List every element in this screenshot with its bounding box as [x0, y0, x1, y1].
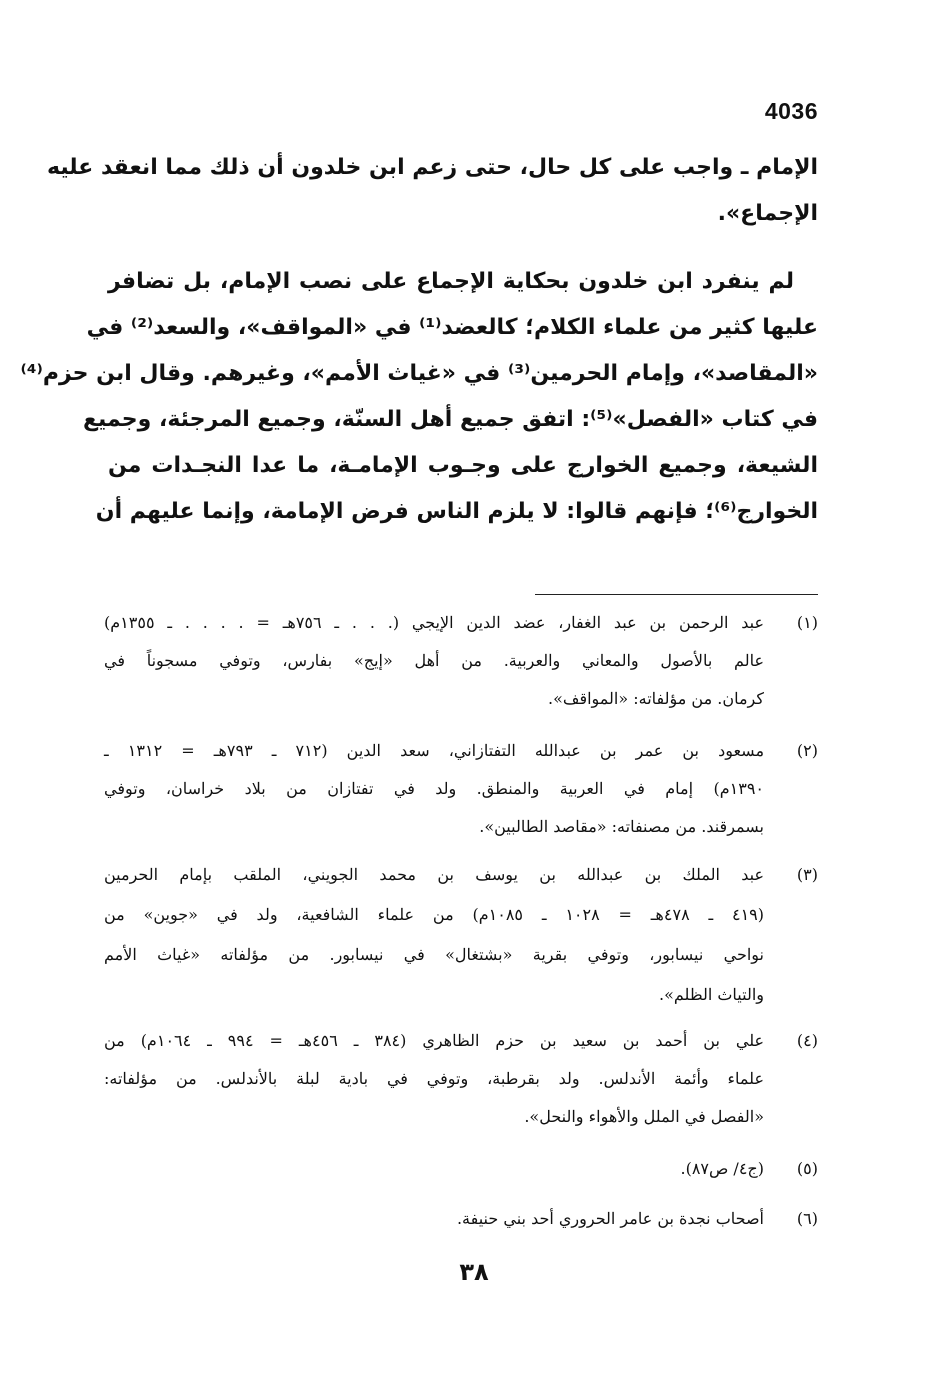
text-line: «المقاصد»، وإمام الحرمين⁽³⁾ في «غياث الأمم»، وغيرهم. وقال ابن حزم⁽⁴⁾ — [20, 361, 818, 386]
text-line: عليها كثير من علماء الكلام؛ كالعضد⁽¹⁾ في «المواقف»، والسعد⁽²⁾ في — [86, 315, 818, 340]
footnote-line: كرمان. من مؤلفاته: «المواقف». — [548, 689, 764, 708]
text-line: الإمام ـ واجب على كل حال، حتى زعم ابن خلدون أن ذلك مما انعقد عليه — [46, 155, 818, 180]
footnote-number: (٥) — [796, 1159, 818, 1178]
text-line: الخوارج⁽⁶⁾؛ فإنهم قالوا: لا يلزم الناس فرض الإمامة، وإنما عليهم أن — [95, 499, 818, 524]
text-line: في كتاب «الفصل»⁽⁵⁾: اتفق جميع أهل السنّة، وجميع المرجئة، وجميع — [83, 407, 818, 432]
page-number: ٣٨ — [459, 1258, 489, 1286]
footnote-line: عبد الرحمن بن عبد الغفار، عضد الدين الإيجي (. . . ـ ٧٥٦هـ = . . . . ـ ١٣٥٥م) — [104, 613, 765, 632]
footnote-line: علماء وأئمة الأندلس. ولد بقرطبة، وتوفي في بادية لبلة بالأندلس. من مؤلفاته: — [104, 1069, 764, 1088]
footnote-line: عالم بالأصول والمعاني والعربية. من أهل «إيج» بفارس، وتوفي مسجوناً في — [104, 651, 764, 670]
footnote-line: والتياث الظلم». — [659, 985, 764, 1004]
text-line: الشيعة، وجميع الخوارج على وجـوب الإمامـة، ما عدا النجـدات من — [108, 453, 818, 478]
footnote-line: (ج٤/ ص٨٧). — [680, 1159, 764, 1178]
footnote-line: ١٣٩٠م) إمام في العربية والمنطق. ولد في تفتازان من بلاد خراسان، وتوفي — [104, 779, 764, 798]
footnote-number: (٦) — [796, 1209, 818, 1228]
footnote-line: (٤١٩ ـ ٤٧٨هـ = ١٠٢٨ ـ ١٠٨٥م) من علماء الشافعية، ولد في «جوين» من — [104, 905, 765, 924]
footnote-line: علي بن أحمد بن سعيد بن حزم الظاهري (٣٨٤ ـ ٤٥٦هـ = ٩٩٤ ـ ١٠٦٤م) من — [104, 1031, 765, 1050]
footnote-separator — [535, 594, 818, 595]
document-id-label: 4036 — [764, 98, 818, 124]
footnote-line: عبد الملك بن عبدالله بن يوسف بن محمد الجويني، الملقب بإمام الحرمين — [104, 865, 764, 884]
text-line: الإجماع». — [717, 201, 818, 226]
footnote-line: أصحاب نجدة بن عامر الحروري أحد بني حنيفة. — [456, 1209, 764, 1228]
footnote-number: (١) — [796, 613, 818, 632]
footnote-line: «الفصل في الملل والأهواء والنحل». — [524, 1107, 764, 1126]
footnote-number: (٤) — [796, 1031, 818, 1050]
footnote-number: (٢) — [796, 741, 818, 760]
footnote-line: نواحي نيسابور، وتوفي بقرية «بشتغال» في نيسابور. من مؤلفاته «غياث الأمم — [104, 945, 764, 964]
footnote-line: بسمرقند. من مصنفاته: «مقاصد الطالبين». — [479, 817, 764, 836]
footnote-number: (٣) — [796, 865, 818, 884]
footnote-line: مسعود بن عمر بن عبدالله التفتازاني، سعد الدين (٧١٢ ـ ٧٩٣هـ = ١٣١٢ ـ — [104, 741, 765, 760]
paragraph-first-line: لم ينفرد ابن خلدون بحكاية الإجماع على نصب الإمام، بل تضافر — [108, 269, 794, 294]
